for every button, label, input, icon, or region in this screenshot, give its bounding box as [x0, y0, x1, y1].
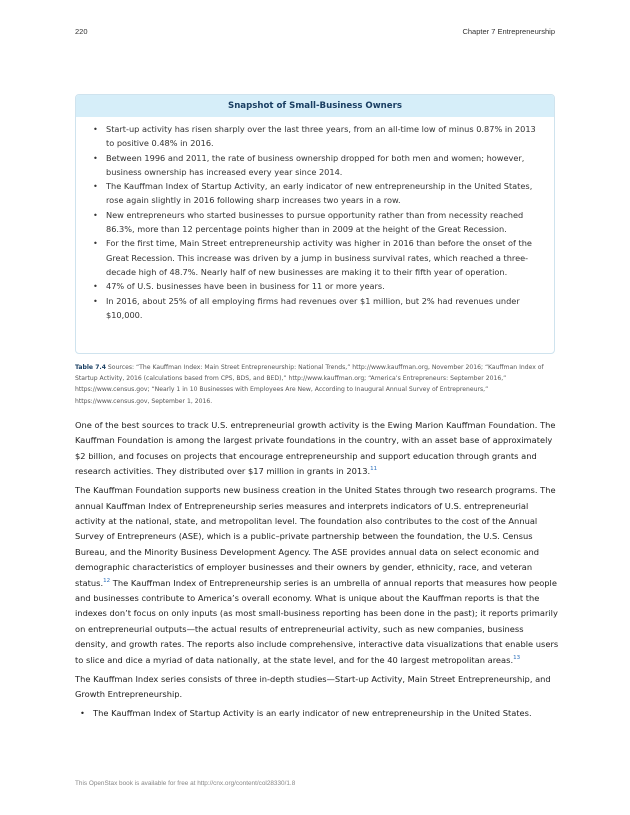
paragraph: The Kauffman Index series consists of three in-depth studies—Start-up Activity, Main Street Entrepreneurship, and Growth Entrepreneurship. [75, 673, 551, 699]
footnote-ref-11[interactable]: 11 [370, 466, 378, 473]
chapter-title: Chapter 7 Entrepreneurship [462, 27, 555, 36]
studies-list [75, 706, 559, 721]
footnote-ref-12[interactable]: 12 [103, 577, 111, 584]
list-item: • For the first time, Main Street entrepreneurship activity was higher in 2016 than before the onset of the Great Recession. This increase was driven by a jump in business survival rates, which reached a three-decade high of 48.7%. Nearly half of new businesses are making it to their fifth year of operation. [106, 236, 542, 279]
list-item: • Between 1996 and 2011, the rate of business ownership dropped for both men and women; however, business ownership has increased every year since 2014. [106, 151, 542, 180]
paragraph [75, 418, 559, 480]
paragraph-text: One of the best sources to track U.S. entrepreneurial growth activity is the Ewing Marion Kauffman Foundation. The Kauffman Foundation is among the largest private foundations in the country, with an asset base of approximately $2 billion, and focuses on projects that encourage entrepreneurship and support education through grants and research activities. They distributed over $17 million in grants in 2013. [75, 420, 556, 477]
snapshot-table [75, 94, 555, 354]
list-item: • New entrepreneurs who started businesses to pursue opportunity rather than from necessity reached 86.3%, more than 12 percentage points higher than in 2009 at the height of the Great Recession. [106, 208, 542, 237]
list-item: • The Kauffman Index of Startup Activity is an early indicator of new entrepreneurship in the United States. [93, 706, 559, 721]
page-number: 220 [75, 27, 88, 36]
caption-text: Sources: “The Kauffman Index: Main Street Entrepreneurship: National Trends,” http://www.kauffman.org, November 2016; “Kauffman Index of Startup Activity, 2016 (calculations based from CPS, BDS, and BED),” http://www.kauffman.org; “America’s Entrepreneurs: September 2016,” https://www.census.gov; “Nearly 1 in 10 Businesses with Employees Are New, According to Inaugural Annual Survey of Entrepreneurs,” https://www.census.gov, September 1, 2016. [75, 364, 544, 405]
page-footer: This OpenStax book is available for free at http://cnx.org/content/col28330/1.8 [75, 780, 296, 787]
footnote-ref-13[interactable]: 13 [513, 654, 521, 661]
table-label: Table 7.4 [75, 364, 106, 371]
body-text [75, 418, 559, 722]
list-item: • 47% of U.S. businesses have been in business for 11 or more years. [106, 279, 542, 293]
page-header [75, 27, 555, 39]
paragraph-text: The Kauffman Index of Entrepreneurship series is an umbrella of annual reports that measures how people and businesses contribute to America’s overall economy. What is unique about the Kauffman reports is that the indexes don’t focus on only inputs (as most small-business reporting has been done in the past); it reports primarily on entrepreneurial outputs—the actual results of entrepreneurial activity, such as new companies, business density, and growth rates. The reports also include comprehensive, interactive data visualizations that enable users to slice and dice a myriad of data nationally, at the state level, and for the 40 largest metropolitan areas. [75, 577, 559, 665]
snapshot-list [76, 117, 554, 322]
snapshot-title: Snapshot of Small-Business Owners [76, 95, 554, 117]
paragraph [75, 483, 559, 668]
table-caption [75, 362, 559, 407]
list-item: • The Kauffman Index of Startup Activity, an early indicator of new entrepreneurship in the United States, rose again slightly in 2016 following sharp increases two years in a row. [106, 179, 542, 208]
list-item: • In 2016, about 25% of all employing firms had revenues over $1 million, but 2% had revenues under $10,000. [106, 294, 542, 323]
paragraph-text: The Kauffman Foundation supports new business creation in the United States through two research programs. The annual Kauffman Index of Entrepreneurship series measures and interprets indicators of U.S. entrepreneurial activity at the national, state, and metropolitan level. The foundation also contributes to the cost of the Annual Survey of Entrepreneurs (ASE), which is a public–private partnership between the foundation, the U.S. Census Bureau, and the Minority Business Development Agency. The ASE provides annual data on select economic and demographic characteristics of employer businesses and their owners by gender, ethnicity, race, and veteran status. [75, 485, 556, 588]
list-item: • Start-up activity has risen sharply over the last three years, from an all-time low of minus 0.87% in 2013 to positive 0.48% in 2016. [106, 122, 542, 151]
